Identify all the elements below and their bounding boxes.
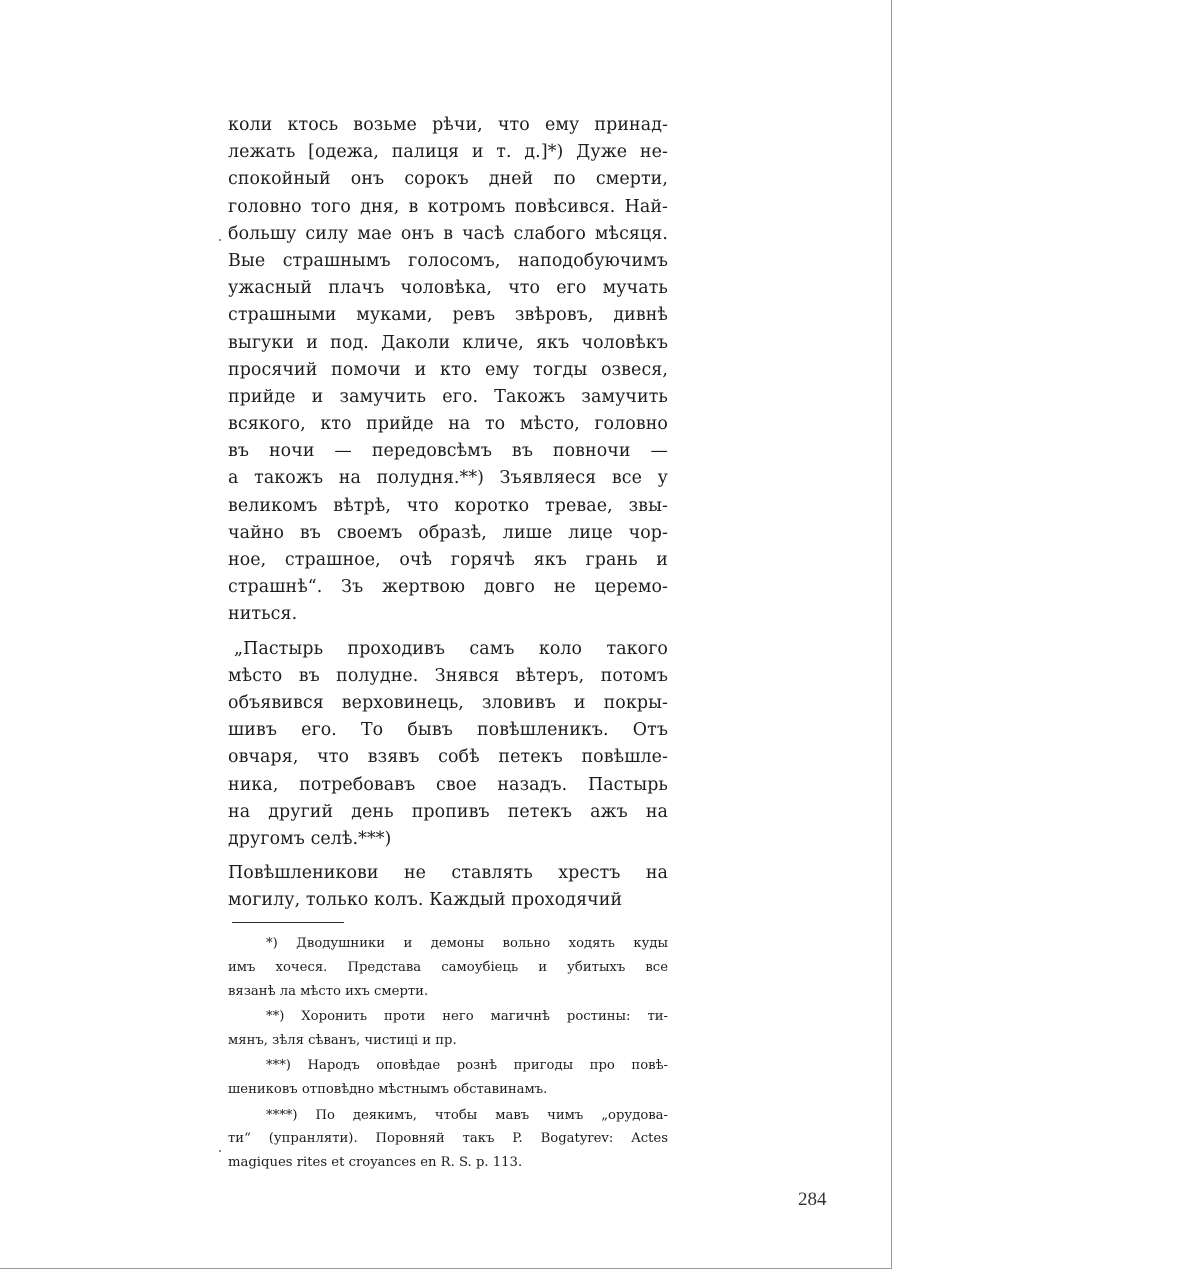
text-line: выгуки и под. Даколи кличе, якъ чоловѣкъ xyxy=(228,332,668,353)
footnote-line: ти“ (упранляти). Поровняй такъ P. Bogatyrev: Actes xyxy=(228,1131,668,1147)
footnotes xyxy=(228,932,668,1174)
paragraph-3 xyxy=(228,860,668,914)
text-line: шивъ его. То бывъ повѣшленикъ. Отъ xyxy=(228,720,668,741)
text-line: ниться. xyxy=(228,604,298,625)
text-line: мѣсто въ полудне. Знявся вѣтеръ, потомъ xyxy=(228,665,668,686)
footnote-line: шениковъ отповѣдно мѣстнымъ обставинамъ. xyxy=(228,1082,548,1098)
footnote-line: *) Дводушники и демоны вольно ходять куды xyxy=(266,936,668,952)
text-line: Вые страшнымъ голосомъ, наподобуючимъ xyxy=(228,250,668,271)
text-line: коли ктось возьме рѣчи, что ему принад- xyxy=(228,115,668,135)
text-line: всякого, кто прийде на то мѣсто, головно xyxy=(228,414,668,435)
text-line: а такожъ на полудня.**) Зъявляеся все у xyxy=(228,468,668,489)
text-line: чайно въ своемъ образѣ, лише лице чор- xyxy=(228,522,668,543)
paragraph-2 xyxy=(228,636,668,854)
text-line: Повѣшленикови не ставлять хрестъ на xyxy=(228,863,668,884)
footnote xyxy=(228,932,668,1003)
text-line: ника, потребовавъ свое назадъ. Пастырь xyxy=(228,774,668,795)
text-line: прийде и замучить его. Такожъ замучить xyxy=(228,386,668,407)
text-line: „Пастырь проходивъ самъ коло такого xyxy=(234,638,668,659)
text-line: лежать [одежа, палиця и т. д.]*) Дуже не- xyxy=(228,142,668,163)
footnote-line: имъ хочеся. Представа самоубiець и убитыхъ все xyxy=(228,960,668,976)
footnote-line: ****) По деякимъ, чтобы мавъ чимъ „орудова- xyxy=(266,1107,668,1123)
footnote-line: **) Хоронить проти него магичнѣ ростины: ти- xyxy=(266,1009,668,1025)
text-line: страшнѣ“. Зъ жертвою довго не церемо- xyxy=(228,577,668,598)
text-line: овчаря, что взявъ собѣ петекъ повѣшле- xyxy=(228,747,668,768)
text-line: большу силу мае онъ в часѣ слабого мѣсяця. xyxy=(228,223,668,244)
paragraph-1 xyxy=(228,112,668,629)
main-text xyxy=(228,112,668,914)
footnote-line: вязанѣ ла мѣсто ихъ смерти. xyxy=(228,984,429,1000)
page-number: 284 xyxy=(798,1189,827,1210)
scan-speck xyxy=(219,1150,221,1152)
scan-speck xyxy=(219,239,221,241)
paragraph-gap xyxy=(228,629,668,636)
footnote-line: ***) Народъ оповѣдае рознѣ пригоды про повѣ- xyxy=(266,1058,668,1074)
footnote xyxy=(228,1005,668,1053)
footnote-line: мянъ, зѣля сѣванъ, чистиці и пр. xyxy=(228,1033,457,1049)
text-line: могилу, только колъ. Каждый проходячий xyxy=(228,890,623,911)
text-line: другомъ селѣ.***) xyxy=(228,828,392,849)
footnote xyxy=(228,1054,668,1102)
footnote-line: magiques rites et croyances en R. S. p. 113. xyxy=(228,1155,523,1171)
text-line: великомъ вѣтрѣ, что коротко тревае, звы- xyxy=(228,495,668,516)
text-line: головно того дня, в котромъ повѣсився. Най- xyxy=(228,196,668,217)
text-line: спокойный онъ сорокъ дней по смерти, xyxy=(228,169,668,190)
text-line: въ ночи — передовсѣмъ въ повночи — xyxy=(228,441,668,462)
footnote xyxy=(228,1104,668,1175)
text-line: просячий помочи и кто ему тогды озвеся, xyxy=(228,359,668,380)
text-line: объявився верховинець, зловивъ и покры- xyxy=(228,692,668,713)
paragraph-gap xyxy=(228,853,668,860)
text-line: ужасный плачъ чоловѣка, что его мучать xyxy=(228,278,668,299)
text-line: ное, страшное, очѣ горячѣ якъ грань и xyxy=(228,550,668,570)
text-line: страшными муками, ревъ звѣровъ, дивнѣ xyxy=(228,305,668,326)
footnote-separator xyxy=(232,922,344,923)
scanned-text-block xyxy=(228,112,668,1176)
text-line: на другий день пропивъ петекъ ажъ на xyxy=(228,801,668,822)
